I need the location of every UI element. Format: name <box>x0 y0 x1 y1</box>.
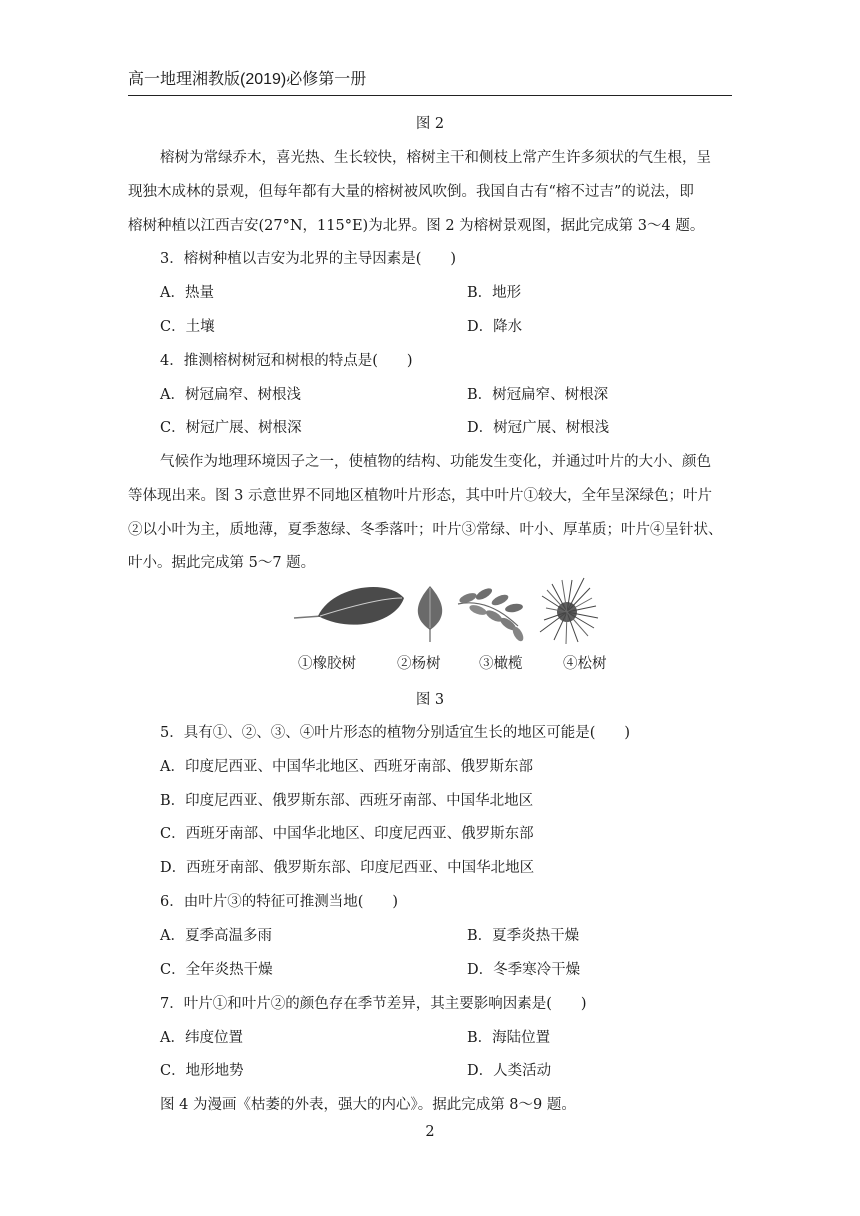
rubber-tree-leaf-icon <box>294 587 404 625</box>
figure-2-caption: 图 2 <box>415 116 445 132</box>
question-6-option-c[interactable]: C．全年炎热干燥 <box>160 962 273 978</box>
pine-needles-icon <box>540 578 598 644</box>
question-5-option-d[interactable]: D．西班牙南部、俄罗斯东部、印度尼西亚、中国华北地区 <box>160 860 535 876</box>
question-5-option-b[interactable]: B．印度尼西亚、俄罗斯东部、西班牙南部、中国华北地区 <box>160 793 534 809</box>
passage2-line-2: 等体现出来。图 3 示意世界不同地区植物叶片形态，其中叶片①较大，全年呈深绿色；叶片 <box>128 488 712 504</box>
question-7-option-a[interactable]: A．纬度位置 <box>160 1030 243 1046</box>
question-5-stem: 5．具有①、②、③、④叶片形态的植物分别适宜生长的地区可能是( ) <box>160 725 631 741</box>
question-3-option-d[interactable]: D．降水 <box>467 319 523 335</box>
question-5-option-c[interactable]: C．西班牙南部、中国华北地区、印度尼西亚、俄罗斯东部 <box>160 826 534 842</box>
question-7-stem: 7．叶片①和叶片②的颜色存在季节差异，其主要影响因素是( ) <box>160 996 587 1012</box>
question-6-option-d[interactable]: D．冬季寒冷干燥 <box>467 962 581 978</box>
passage2-line-4: 叶小。据此完成第 5～7 题。 <box>128 555 316 571</box>
question-6-option-b[interactable]: B．夏季炎热干燥 <box>467 928 580 944</box>
figure-3-caption: 图 3 <box>415 692 445 708</box>
question-4-option-b[interactable]: B．树冠扁窄、树根深 <box>467 387 609 403</box>
question-3-option-a[interactable]: A．热量 <box>160 285 214 301</box>
passage1-line-1: 榕树为常绿乔木，喜光热、生长较快，榕树主干和侧枝上常产生许多须状的气生根，呈 <box>160 150 711 166</box>
question-7-option-b[interactable]: B．海陆位置 <box>467 1030 551 1046</box>
question-7-option-c[interactable]: C．地形地势 <box>160 1063 244 1079</box>
figure-3-leaves <box>292 576 612 646</box>
passage2-line-3: ②以小叶为主，质地薄，夏季葱绿、冬季落叶；叶片③常绿、叶小、厚革质；叶片④呈针状、 <box>128 522 723 538</box>
poplar-leaf-icon <box>418 586 442 642</box>
page-header <box>128 66 732 96</box>
question-4-option-c[interactable]: C．树冠广展、树根深 <box>160 420 302 436</box>
header-title: 高一地理湘教版(2019)必修第一册 <box>128 71 367 88</box>
leaf-label-pine: ④松树 <box>563 656 607 672</box>
passage2-line-1: 气候作为地理环境因子之一，使植物的结构、功能发生变化，并通过叶片的大小、颜色 <box>160 454 711 470</box>
question-4-option-a[interactable]: A．树冠扁窄、树根浅 <box>160 387 301 403</box>
question-3-stem: 3．榕树种植以吉安为北界的主导因素是( ) <box>160 251 457 267</box>
question-3-option-b[interactable]: B．地形 <box>467 285 522 301</box>
leaf-label-rubber-tree: ①橡胶树 <box>298 656 356 672</box>
passage1-line-2: 现独木成林的景观，但每年都有大量的榕树被风吹倒。我国自古有“榕不过吉”的说法，即 <box>128 184 694 200</box>
question-4-option-d[interactable]: D．树冠广展、树根浅 <box>467 420 610 436</box>
olive-leaf-icon <box>458 586 525 643</box>
question-4-stem: 4．推测榕树树冠和树根的特点是( ) <box>160 353 413 369</box>
question-3-option-c[interactable]: C．土壤 <box>160 319 215 335</box>
leaf-label-poplar: ②杨树 <box>397 656 441 672</box>
question-6-stem: 6．由叶片③的特征可推测当地( ) <box>160 894 399 910</box>
passage1-line-3: 榕树种植以江西吉安(27°N，115°E)为北界。图 2 为榕树景观图，据此完成第 3～4 题。 <box>128 218 705 234</box>
leaf-label-olive: ③橄榄 <box>479 656 523 672</box>
question-7-option-d[interactable]: D．人类活动 <box>467 1063 552 1079</box>
question-5-option-a[interactable]: A．印度尼西亚、中国华北地区、西班牙南部、俄罗斯东部 <box>160 759 533 775</box>
page-number: 2 <box>425 1124 435 1140</box>
question-6-option-a[interactable]: A．夏季高温多雨 <box>160 928 272 944</box>
figure-4-intro: 图 4 为漫画《枯萎的外表，强大的内心》。据此完成第 8～9 题。 <box>160 1097 576 1113</box>
